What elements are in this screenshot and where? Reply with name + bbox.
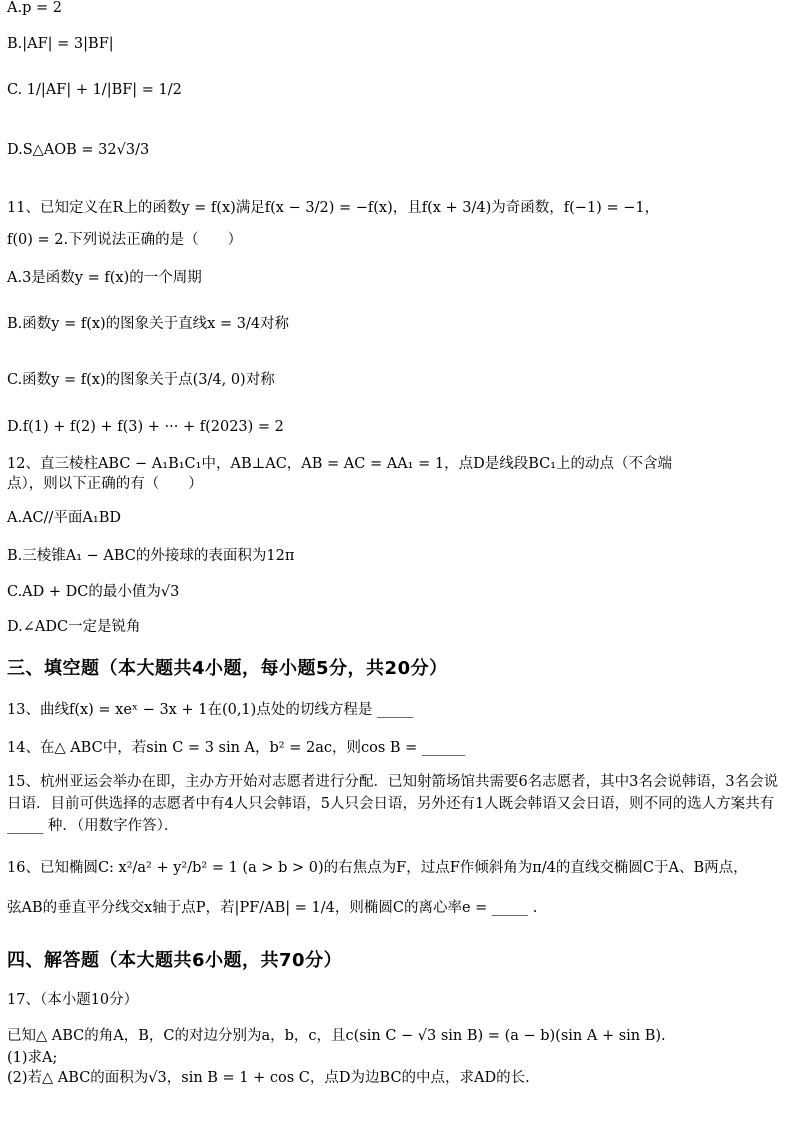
q17-given: 已知△ ABC的角A，B，C的对边分别为a，b，c，且c(sin C − √3 sin B) = (a − b)(sin A + sin B).	[7, 1028, 666, 1044]
section-4-title: 四、解答题（本大题共6小题，共70分）	[7, 950, 343, 971]
section-3-title: 三、填空题（本大题共4小题，每小题5分，共20分）	[7, 658, 448, 679]
q11-option-b: B.函数y = f(x)的图象关于直线x = 3/4对称	[7, 316, 290, 332]
q11-option-d: D.f(1) + f(2) + f(3) + ··· + f(2023) = 2	[7, 419, 284, 435]
q12-stem-line2: 点），则以下正确的有（ ）	[7, 476, 203, 492]
q16-line1: 16、已知椭圆C: x²/a² + y²/b² = 1 (a > b > 0)的右焦点为F，过点F作倾斜角为π/4的直线交椭圆C于A、B两点，	[7, 860, 748, 876]
q14: 14、在△ ABC中，若sin C = 3 sin A，b² = 2ac，则cos B = ______	[7, 740, 466, 756]
q10-option-a: A.p = 2	[7, 0, 62, 16]
q17-part1: (1)求A;	[7, 1050, 58, 1066]
q12-option-b: B.三棱锥A₁ − ABC的外接球的表面积为12π	[7, 548, 295, 564]
q10-option-d: D.S△AOB = 32√3/3	[7, 142, 150, 158]
q12-option-d: D.∠ADC一定是锐角	[7, 619, 141, 635]
q10-option-b: B.|AF| = 3|BF|	[7, 36, 114, 52]
q12-stem-line1: 12、直三棱柱ABC − A₁B₁C₁中，AB⊥AC，AB = AC = AA₁ = 1，点D是线段BC₁上的动点（不含端	[7, 456, 673, 472]
q17-header: 17、（本小题10分）	[7, 992, 139, 1008]
q17-part2: (2)若△ ABC的面积为√3，sin B = 1 + cos C，点D为边BC的中点，求AD的长.	[7, 1070, 530, 1086]
q12-option-a: A.AC//平面A₁BD	[7, 510, 121, 526]
q16-line2: 弦AB的垂直平分线交x轴于点P，若|PF/AB| = 1/4，则椭圆C的离心率e = _____ .	[7, 900, 538, 916]
q11-stem-line2: f(0) = 2.下列说法正确的是（ ）	[7, 232, 243, 248]
q11-option-a: A.3是函数y = f(x)的一个周期	[7, 270, 202, 286]
q13: 13、曲线f(x) = xeˣ − 3x + 1在(0,1)点处的切线方程是 _____	[7, 702, 414, 718]
q11-option-c: C.函数y = f(x)的图象关于点(3/4, 0)对称	[7, 372, 275, 388]
q15: 15、杭州亚运会举办在即，主办方开始对志愿者进行分配．已知射箭场馆共需要6名志愿者，其中3名会说韩语，3名会说日语．目前可供选择的志愿者中有4人只会韩语，5人只会日语，另外还有1人既会韩语又会日语，则不同的选人方案共有 _____ 种．（用数字作答）．	[7, 774, 779, 834]
q12-option-c: C.AD + DC的最小值为√3	[7, 584, 180, 600]
q10-option-c: C. 1/|AF| + 1/|BF| = 1/2	[7, 82, 182, 98]
q11-stem-line1: 11、已知定义在R上的函数y = f(x)满足f(x − 3/2) = −f(x)，且f(x + 3/4)为奇函数，f(−1) = −1，	[7, 200, 660, 216]
